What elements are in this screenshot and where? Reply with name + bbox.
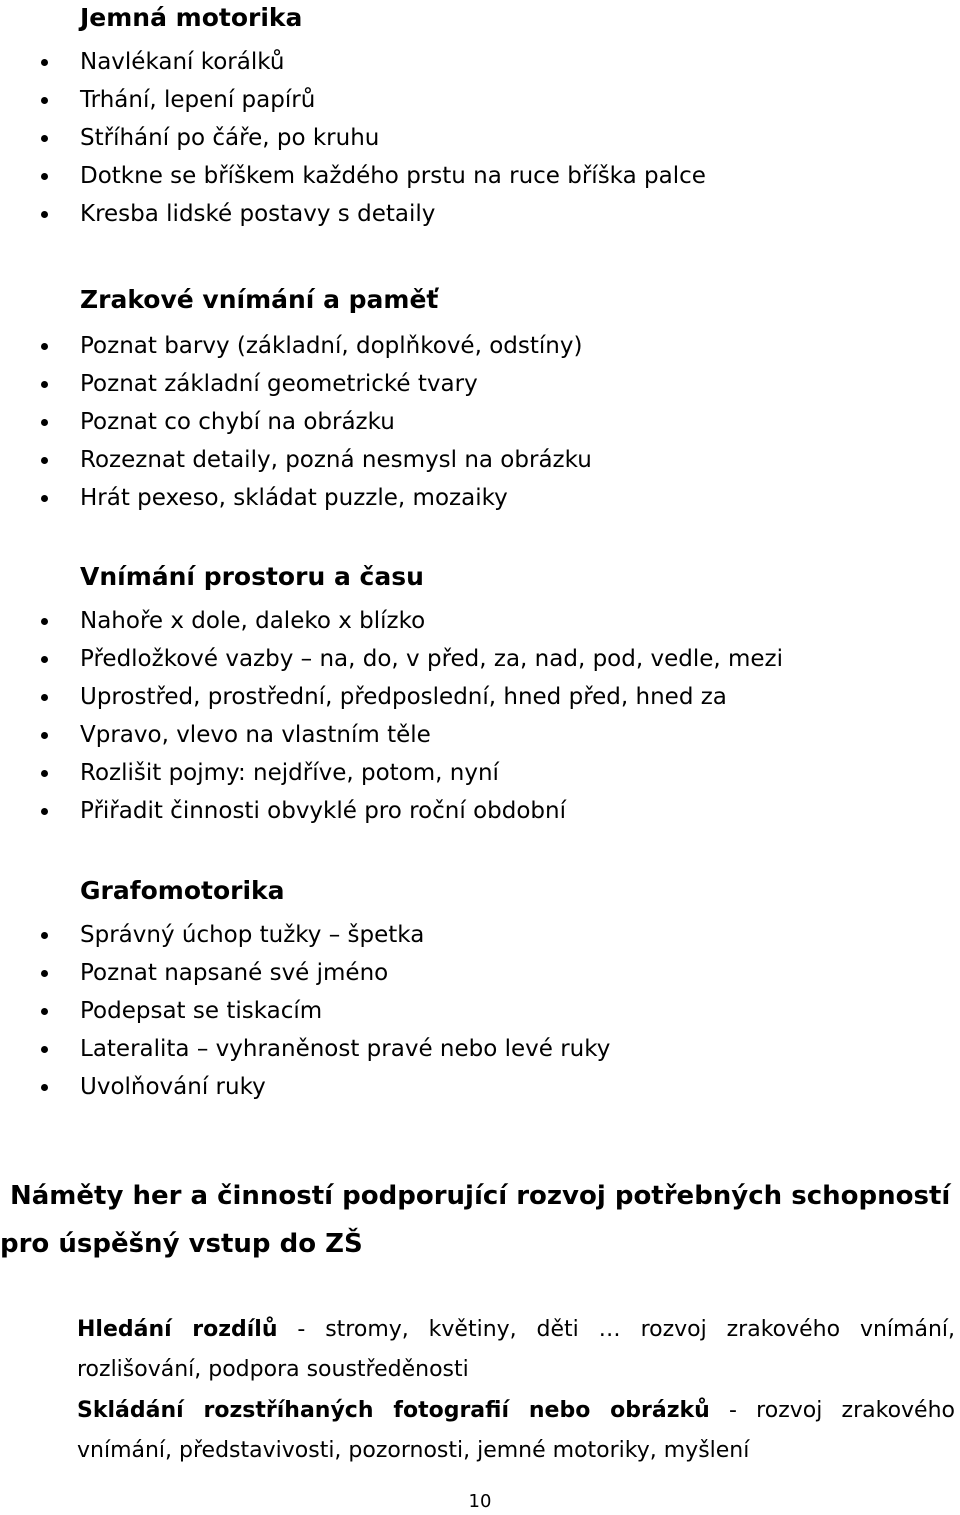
bullet-icon [41, 343, 48, 350]
document-page: Jemná motorika Navlékaní korálků Trhání, lepení papírů Stříhání po čáře, po kruhu Dotkne se bříškem každého prstu na ruce bříška palce Kresba lidské postavy s detaily Zrakové vnímání a paměť Poznat barvy (základní, doplňkové, odstíny) Poznat základní geometrické tvary Poznat co chybí na obrázku Rozeznat detaily, pozná nesmysl na obrázku Hrát pexeso, skládat puzzle, mozaiky Vnímání prostoru a času Nahoře x dole, daleko x blízko Předložkové vazby – na, do, v před, za, nad, pod, vedle, mezi Uprostřed, prostřední, předposlední, hned před, hned za Vpravo, vlevo na vlastním těle Rozlišit pojmy: nejdříve, potom, nyní Přiřadit činnosti obvyklé pro roční obdobní Grafomotorika Správný úchop tužky – špetka Poznat napsané své jméno Podepsat se tiskacím Lateralita – vyhraněnost pravé nebo levé ruky Uvolňování ruky Náměty her a činností podporující rozvoj potřebných schopností pro úspěšný vstup do ZŠ Hledání rozdílů - stromy, květiny, děti … rozvoj zrakového vnímání, rozlišování, podpora soustředěnosti Skládání rozstříhaných fotografií nebo obrázků - rozvoj zrakového vnímání, představivosti, pozornosti, jemné motoriky, myšlení 10 [0, 0, 960, 1515]
bullet-icon [41, 457, 48, 464]
bullet-icon [41, 419, 48, 426]
activity-paragraph-hledani-rozdilu [77, 1310, 955, 1390]
bullet-icon [41, 135, 48, 142]
bullet-icon [41, 495, 48, 502]
activity-name: Skládání rozstříhaných fotografií nebo obrázků [77, 1398, 710, 1423]
bullet-icon [41, 1084, 48, 1091]
bullet-icon [41, 694, 48, 701]
section-title-zrakove-vnimani: Zrakové vnímání a paměť [80, 285, 439, 314]
bullet-icon [41, 173, 48, 180]
bullet-icon [41, 932, 48, 939]
activity-paragraph-skladani [77, 1391, 955, 1471]
page-heading-line1: Náměty her a činností podporující rozvoj potřebných schopností [10, 1181, 951, 1211]
activity-description: - rozvoj zrakového [709, 1398, 955, 1423]
bullet-icon [41, 618, 48, 625]
section-title-grafomotorika: Grafomotorika [80, 876, 285, 905]
bullet-icon [41, 732, 48, 739]
activity-description: - stromy, květiny, děti … rozvoj zrakového vnímání, [277, 1317, 956, 1342]
activity-description-continued: rozlišování, podpora soustředěnosti [77, 1357, 469, 1382]
page-heading [0, 1172, 960, 1268]
page-number: 10 [468, 1491, 492, 1512]
bullet-icon [41, 656, 48, 663]
bullet-icon [41, 97, 48, 104]
bullet-icon [41, 808, 48, 815]
page-heading-line2: pro úspěšný vstup do ZŠ [0, 1229, 363, 1259]
bullet-icon [41, 970, 48, 977]
activity-line [77, 1391, 955, 1431]
activity-description-continued: vnímání, představivosti, pozornosti, jemné motoriky, myšlení [77, 1438, 750, 1463]
bullet-icon [41, 211, 48, 218]
activity-line [77, 1310, 955, 1350]
bullet-icon [41, 59, 48, 66]
activity-name: Hledání rozdílů [77, 1317, 278, 1342]
section-title-jemna-motorika: Jemná motorika [80, 3, 303, 32]
bullet-icon [41, 1008, 48, 1015]
section-title-vnimani-prostoru: Vnímání prostoru a času [80, 562, 424, 591]
bullet-icon [41, 381, 48, 388]
bullet-icon [41, 1046, 48, 1053]
bullet-icon [41, 770, 48, 777]
